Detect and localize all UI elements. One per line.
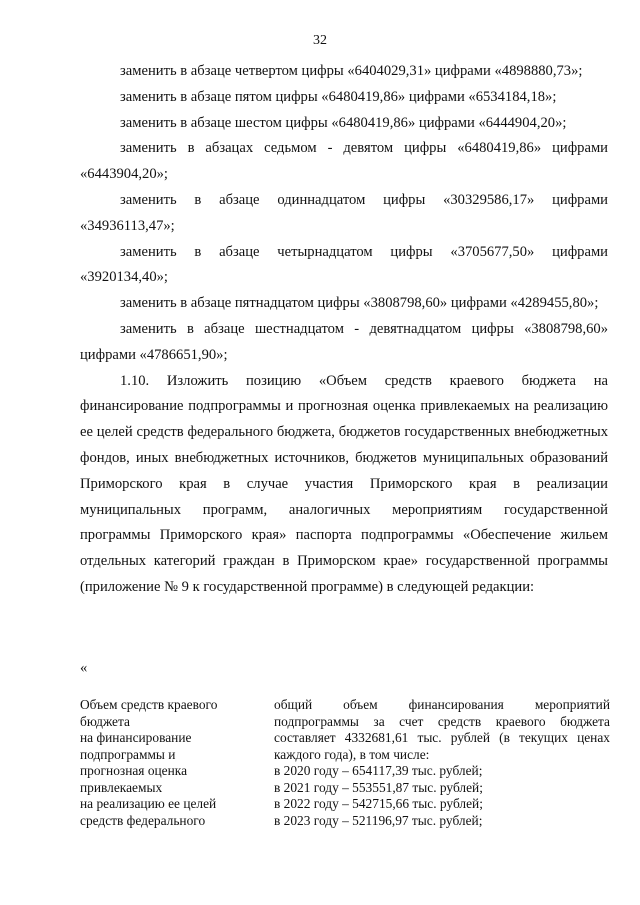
opening-quote: «	[80, 660, 88, 676]
table-left-column	[80, 697, 272, 829]
table-left-line: привлекаемых	[80, 779, 163, 795]
table-left-line: на реализацию ее целей	[80, 796, 217, 811]
paragraph: заменить в абзаце четырнадцатом цифры «3705677,50» цифрами «3920134,40»;	[80, 243, 608, 286]
paragraph: заменить в абзаце пятнадцатом цифры «3808798,60» цифрами «4289455,80»;	[120, 295, 599, 312]
paragraph-item-1-10: 1.10. Изложить позицию «Объем средств краевого бюджета на финансирование подпрограммы и прогнозная оценка привлекаемых на реализацию ее целей средств федерального бюджета, бюджетов государственных внебюджетных фондов, иных внебюджетных источников, бюджетов муниципальных образований Приморского края в случае участия Приморского края в реализации муниципальных программ, аналогичных мероприятиям государственной программы Приморского края» паспорта подпрограммы «Обеспечение жильем отдельных категорий граждан в Приморском крае» государственной программы (приложение № 9 к государственной программе) в следующей редакции:	[80, 372, 608, 595]
passport-table	[80, 697, 610, 829]
table-left-line: прогнозная оценка	[80, 763, 188, 778]
page-number: 32	[313, 33, 327, 48]
paragraph: заменить в абзаце пятом цифры «6480419,86» цифрами «6534184,18»;	[120, 88, 557, 105]
table-left-line: средств федерального	[80, 812, 206, 828]
funding-summary: общий объем финансирования мероприятий подпрограммы за счет средств краевого бюджета составляет 4332681,61 тыс. рублей (в текущих ценах каждого года), в том числе:	[274, 697, 610, 762]
funding-year-line: в 2023 году – 521196,97 тыс. рублей;	[274, 812, 483, 828]
paragraph: заменить в абзацах седьмом - девятом цифры «6480419,86» цифрами «6443904,20»;	[80, 140, 608, 183]
funding-year-line: в 2021 году – 553551,87 тыс. рублей;	[274, 779, 483, 795]
funding-year-line: в 2020 году – 654117,39 тыс. рублей;	[274, 763, 483, 778]
paragraph: заменить в абзаце шестом цифры «6480419,86» цифрами «6444904,20»;	[120, 114, 567, 131]
paragraph: заменить в абзаце одиннадцатом цифры «30329586,17» цифрами «34936113,47»;	[80, 191, 608, 234]
paragraph: заменить в абзаце четвертом цифры «6404029,31» цифрами «4898880,73»;	[120, 63, 583, 79]
table-left-line: на финансирование	[80, 730, 192, 745]
paragraph: заменить в абзаце шестнадцатом - девятнадцатом цифры «3808798,60» цифрами «4786651,90»;	[80, 320, 608, 363]
document-body	[80, 59, 608, 601]
table-left-line: подпрограммы и	[80, 746, 176, 762]
table-left-line: Объем средств краевого	[80, 697, 218, 712]
table-right-column	[274, 697, 610, 829]
funding-year-line: в 2022 году – 542715,66 тыс. рублей;	[274, 796, 483, 811]
table-left-line: бюджета	[80, 713, 130, 729]
